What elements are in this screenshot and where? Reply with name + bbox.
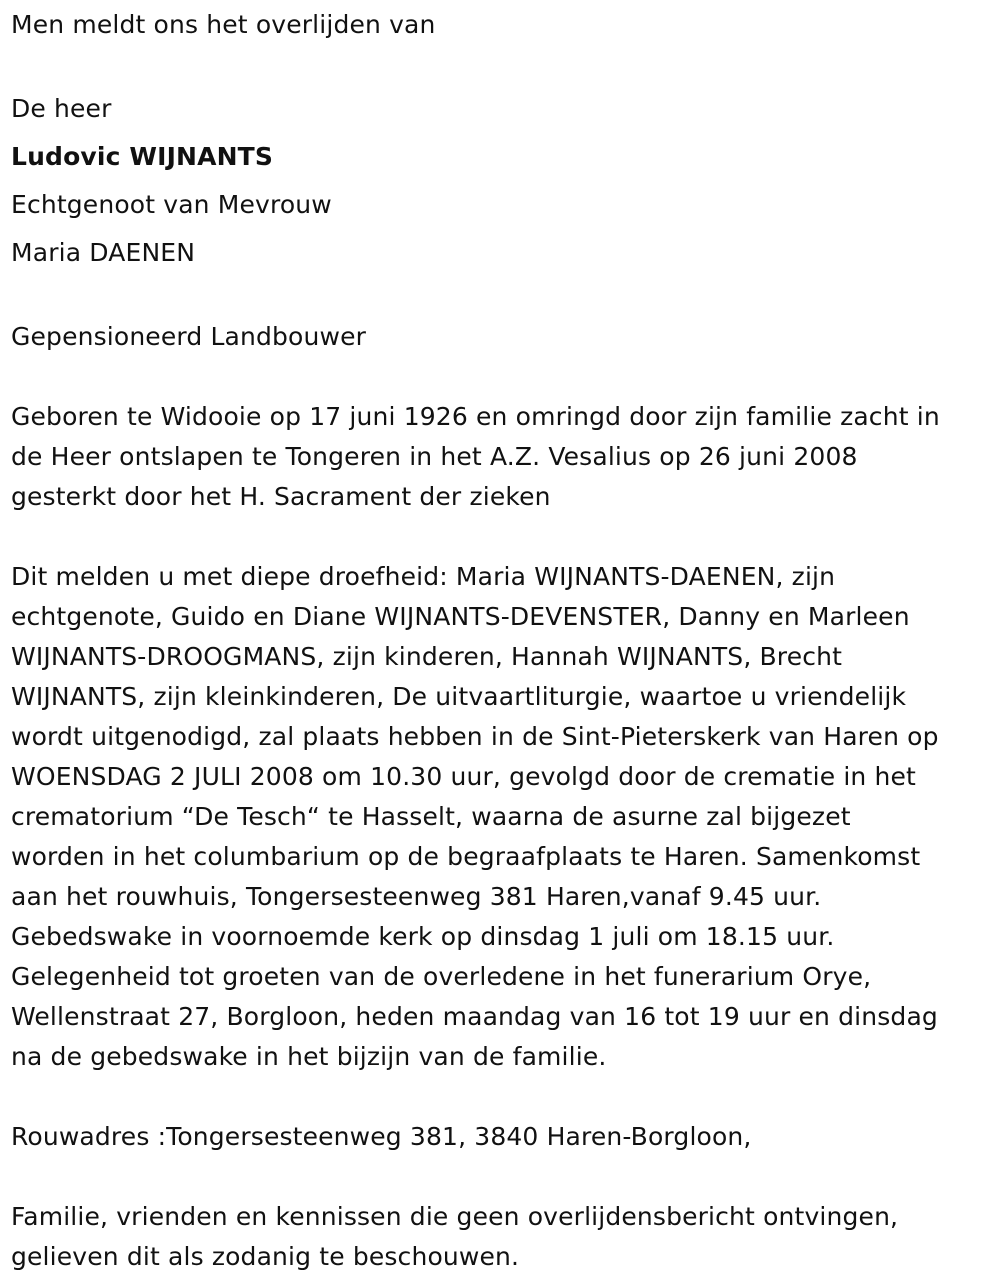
paragraph-line: WIJNANTS-DROOGMANS, zijn kinderen, Hannah WIJNANTS, Brecht <box>11 642 843 671</box>
spacer <box>11 45 991 85</box>
birth-death-paragraph <box>11 397 991 517</box>
paragraph-line: crematorium “De Tesch“ te Hasselt, waarna de asurne zal bijgezet <box>11 802 851 831</box>
deceased-name: Ludovic WIJNANTS <box>11 142 274 171</box>
paragraph-line: aan het rouwhuis, Tongersesteenweg 381 Haren,vanaf 9.45 uur. <box>11 882 822 911</box>
paragraph-line: echtgenote, Guido en Diane WIJNANTS-DEVENSTER, Danny en Marleen <box>11 602 910 631</box>
spacer <box>11 517 991 557</box>
spacer <box>11 1157 991 1197</box>
spouse-name: Maria DAENEN <box>11 238 196 267</box>
spacer <box>11 357 991 397</box>
paragraph-line: WIJNANTS, zijn kleinkinderen, De uitvaartliturgie, waartoe u vriendelijk <box>11 682 907 711</box>
paragraph-line: gelieven dit als zodanig te beschouwen. <box>11 1242 520 1271</box>
paragraph-line: wordt uitgenodigd, zal plaats hebben in de Sint-Pieterskerk van Haren op <box>11 722 939 751</box>
intro-text: Men meldt ons het overlijden van <box>11 10 436 39</box>
paragraph-line: Dit melden u met diepe droefheid: Maria WIJNANTS-DAENEN, zijn <box>11 562 836 591</box>
spacer <box>11 1077 991 1117</box>
announcement-paragraph <box>11 557 991 1077</box>
paragraph-line: Geboren te Widooie op 17 juni 1926 en omringd door zijn familie zacht in <box>11 402 940 431</box>
spacer <box>11 277 991 317</box>
closing-paragraph <box>11 1197 991 1277</box>
spouse-label: Echtgenoot van Mevrouw <box>11 190 332 219</box>
death-notice <box>11 0 991 1277</box>
paragraph-line: Wellenstraat 27, Borgloon, heden maandag van 16 tot 19 uur en dinsdag <box>11 1002 938 1031</box>
mourning-address: Rouwadres :Tongersesteenweg 381, 3840 Haren-Borgloon, <box>11 1122 752 1151</box>
paragraph-line: na de gebedswake in het bijzijn van de familie. <box>11 1042 607 1071</box>
paragraph-line: Gebedswake in voornoemde kerk op dinsdag 1 juli om 18.15 uur. <box>11 922 835 951</box>
salutation: De heer <box>11 94 112 123</box>
paragraph-line: worden in het columbarium op de begraafplaats te Haren. Samenkomst <box>11 842 921 871</box>
paragraph-line: de Heer ontslapen te Tongeren in het A.Z. Vesalius op 26 juni 2008 <box>11 442 858 471</box>
paragraph-line: gesterkt door het H. Sacrament der zieken <box>11 482 551 511</box>
occupation: Gepensioneerd Landbouwer <box>11 322 367 351</box>
paragraph-line: WOENSDAG 2 JULI 2008 om 10.30 uur, gevolgd door de crematie in het <box>11 762 916 791</box>
paragraph-line: Familie, vrienden en kennissen die geen overlijdensbericht ontvingen, <box>11 1202 899 1231</box>
paragraph-line: Gelegenheid tot groeten van de overledene in het funerarium Orye, <box>11 962 872 991</box>
